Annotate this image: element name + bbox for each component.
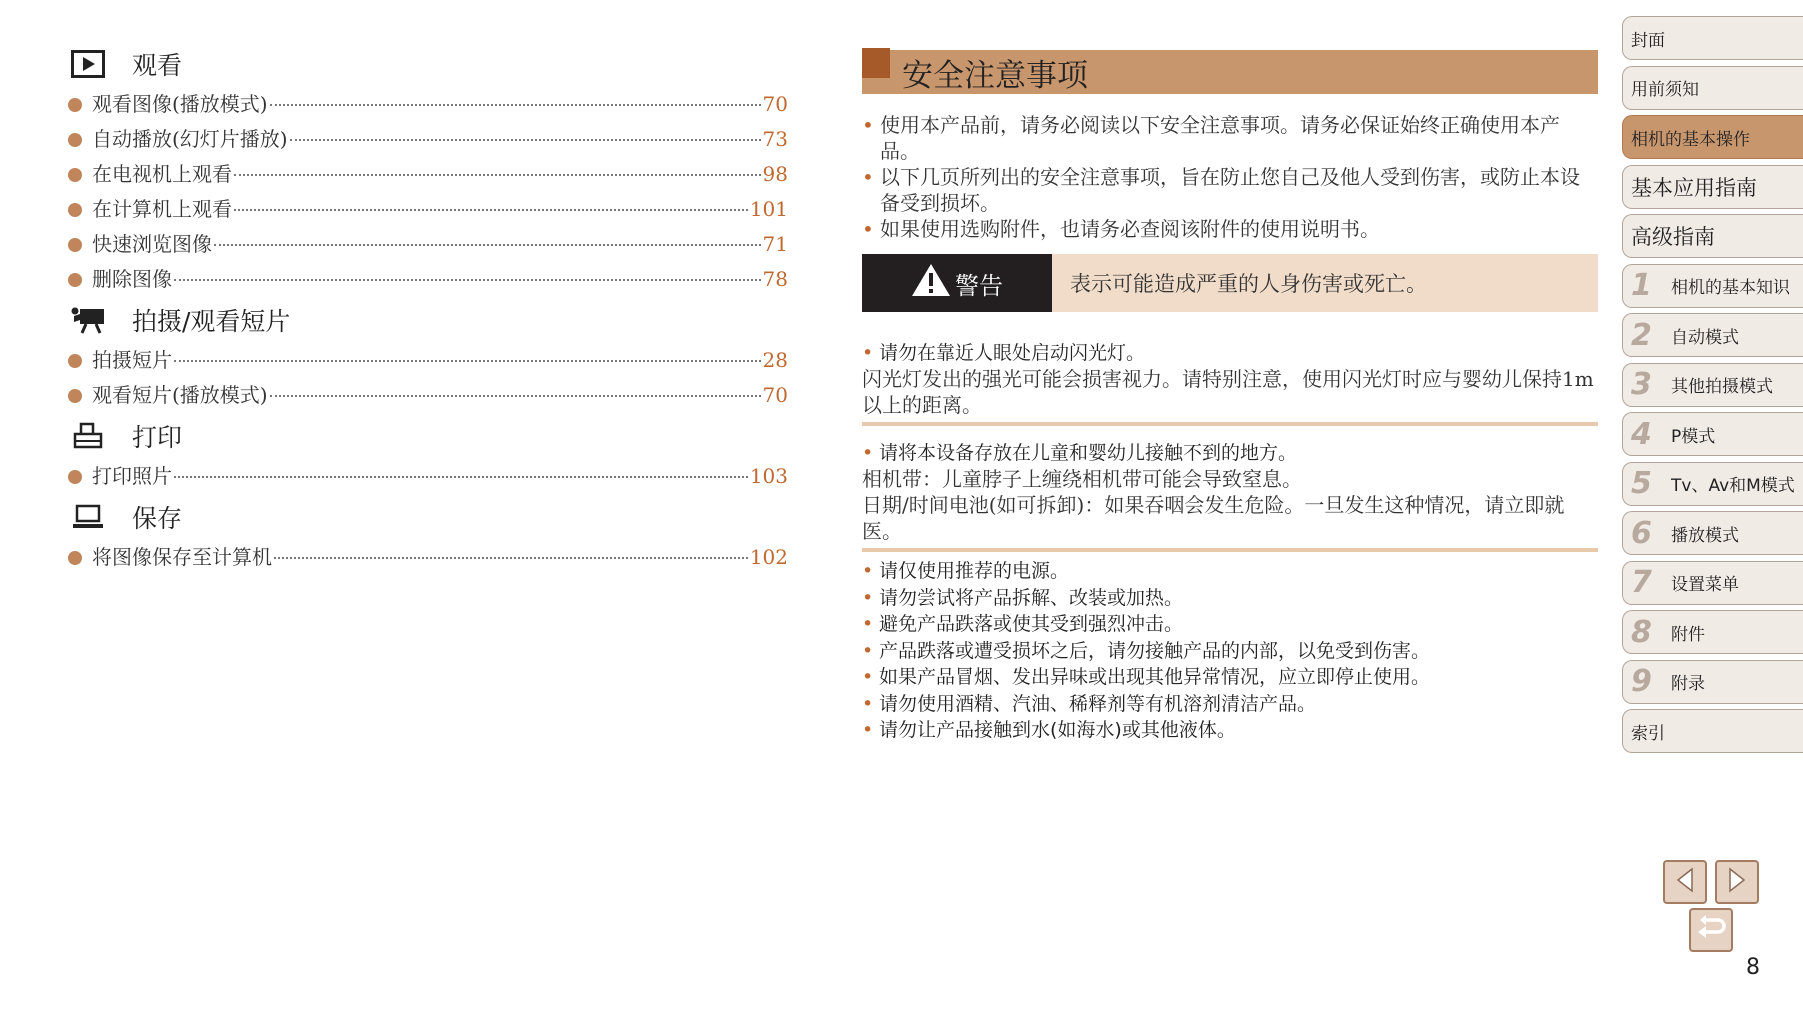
section-title-bar xyxy=(862,50,1598,94)
nav-tab-index[interactable] xyxy=(1622,709,1803,753)
nav-tab-label: 索引 xyxy=(1631,723,1665,744)
bullet-icon xyxy=(68,273,82,287)
warning-body: 闪光灯发出的强光可能会损害视力。请特别注意，使用闪光灯时应与婴幼儿保持1m以上的距离。 xyxy=(862,367,1594,417)
warning-body: 相机带：儿童脖子上缠绕相机带可能会导致窒息。 xyxy=(862,467,1302,491)
computer-icon xyxy=(68,501,108,533)
toc-link[interactable] xyxy=(68,228,788,263)
warning-block xyxy=(862,334,1598,426)
nav-tab-label: 附录 xyxy=(1671,674,1705,694)
bullet-icon xyxy=(68,389,82,403)
nav-tab-chapter-1[interactable] xyxy=(1622,264,1803,308)
toc-link-label: 在电视机上观看 xyxy=(92,162,232,186)
bullet-icon xyxy=(68,238,82,252)
toc-page-number[interactable]: 70 xyxy=(762,92,788,116)
nav-tab-basic-guide[interactable] xyxy=(1622,165,1803,209)
safety-column xyxy=(862,50,1598,744)
intro-list xyxy=(862,112,1598,242)
warning-triangle-icon xyxy=(911,263,955,303)
warning-description: 表示可能造成严重的人身伤害或死亡。 xyxy=(1052,254,1598,312)
nav-tab-chapter-3[interactable] xyxy=(1622,363,1803,407)
chapter-number: 8 xyxy=(1631,614,1652,650)
toc-link-label: 快速浏览图像 xyxy=(92,232,212,256)
list-item: • 请仅使用推荐的电源。 xyxy=(862,558,1598,585)
toc-link-label: 自动播放(幻灯片播放) xyxy=(92,127,288,151)
nav-tab-chapter-2[interactable] xyxy=(1622,313,1803,357)
nav-tab-chapter-5[interactable] xyxy=(1622,462,1803,506)
toc-section-print xyxy=(68,414,788,458)
toc-page-number[interactable]: 71 xyxy=(762,232,788,256)
chapter-number: 3 xyxy=(1631,367,1652,402)
warning-body: 日期/时间电池(如可拆卸)：如果吞咽会发生危险。一旦发生这种情况，请立即就医。 xyxy=(862,493,1565,543)
nav-tab-label: 附件 xyxy=(1671,624,1705,645)
list-item: • 避免产品跌落或使其受到强烈冲击。 xyxy=(862,611,1598,638)
nav-tab-label: 相机的基本知识 xyxy=(1671,278,1790,298)
leader-dots xyxy=(234,209,748,211)
toc-section-title: 拍摄/观看短片 xyxy=(132,307,291,336)
toc-link[interactable] xyxy=(68,88,788,123)
list-item: • 使用本产品前，请务必阅读以下安全注意事项。请务必保证始终正确使用本产品。 xyxy=(862,112,1598,164)
warning-list xyxy=(862,558,1598,744)
chapter-number: 1 xyxy=(1631,268,1652,303)
nav-tab-label: 封面 xyxy=(1631,30,1665,51)
previous-page-button[interactable] xyxy=(1663,860,1707,904)
chapter-number: 7 xyxy=(1631,565,1652,600)
toc-link[interactable] xyxy=(68,123,788,158)
toc-link-label: 观看图像(播放模式) xyxy=(92,92,268,116)
toc-page-number[interactable]: 101 xyxy=(749,197,788,221)
page-number: 8 xyxy=(1746,955,1760,980)
play-icon xyxy=(68,48,108,80)
leader-dots xyxy=(270,104,761,106)
toc-link[interactable] xyxy=(68,263,788,298)
nav-tab-label: 播放模式 xyxy=(1671,525,1739,546)
bullet-icon xyxy=(68,470,82,484)
list-item: • 请勿使用酒精、汽油、稀释剂等有机溶剂清洁产品。 xyxy=(862,691,1598,718)
return-arrow-icon xyxy=(1696,914,1726,946)
title-marker xyxy=(862,48,890,78)
bullet-icon xyxy=(68,203,82,217)
toc-link[interactable] xyxy=(68,379,788,414)
toc-section-title: 观看 xyxy=(132,51,183,80)
leader-dots xyxy=(270,395,761,397)
toc-link-label: 打印照片 xyxy=(92,464,172,488)
toc-link[interactable] xyxy=(68,344,788,379)
toc-page-number[interactable]: 102 xyxy=(749,545,788,569)
nav-tab-chapter-8[interactable] xyxy=(1622,610,1803,654)
leader-dots xyxy=(234,174,761,176)
nav-tab-label: 设置菜单 xyxy=(1671,575,1739,595)
toc-page-number[interactable]: 70 xyxy=(762,383,788,407)
toc-section-save xyxy=(68,495,788,539)
nav-tab-chapter-6[interactable] xyxy=(1622,511,1803,555)
toc-link-label: 将图像保存至计算机 xyxy=(92,545,272,569)
bullet-icon xyxy=(68,551,82,565)
arrow-left-icon xyxy=(1674,867,1696,897)
list-item: • 请勿让产品接触到水(如海水)或其他液体。 xyxy=(862,717,1598,744)
movie-camera-icon xyxy=(68,304,108,336)
toc-page-number[interactable]: 78 xyxy=(762,267,788,291)
nav-tab-before-use[interactable] xyxy=(1622,66,1803,110)
page-title: 安全注意事项 xyxy=(902,57,1088,94)
chapter-number: 2 xyxy=(1631,317,1652,353)
leader-dots xyxy=(174,279,761,281)
nav-tab-chapter-4[interactable] xyxy=(1622,412,1803,456)
chapter-number: 4 xyxy=(1631,416,1652,452)
list-item: • 如果产品冒烟、发出异味或出现其他异常情况，应立即停止使用。 xyxy=(862,664,1598,691)
list-item: • 请勿尝试将产品拆解、改装或加热。 xyxy=(862,585,1598,612)
toc-section-title: 打印 xyxy=(132,423,183,452)
toc-link-label: 在计算机上观看 xyxy=(92,197,232,221)
nav-tab-label: P模式 xyxy=(1671,426,1716,447)
warning-heading: • 请勿在靠近人眼处启动闪光灯。 xyxy=(862,340,1598,366)
nav-tab-label: Tv、Av和M模式 xyxy=(1671,476,1795,496)
warning-banner xyxy=(862,254,1598,312)
warning-heading: • 请将本设备存放在儿童和婴幼儿接触不到的地方。 xyxy=(862,440,1598,466)
toc-link-label: 拍摄短片 xyxy=(92,348,172,372)
nav-tab-chapter-9[interactable] xyxy=(1622,660,1803,704)
bullet-icon xyxy=(68,133,82,147)
leader-dots xyxy=(274,557,748,559)
nav-tab-label: 用前须知 xyxy=(1631,80,1699,100)
chapter-nav xyxy=(1622,16,1803,759)
warning-label xyxy=(862,254,1052,312)
nav-tab-cover[interactable] xyxy=(1622,16,1803,60)
toc-section-movie xyxy=(68,298,788,342)
nav-tab-label: 其他拍摄模式 xyxy=(1671,377,1773,397)
toc-link-label: 删除图像 xyxy=(92,267,172,291)
leader-dots xyxy=(214,244,761,246)
nav-tab-advanced-guide[interactable] xyxy=(1622,214,1803,258)
toc-page-number[interactable]: 28 xyxy=(762,348,788,372)
arrow-right-icon xyxy=(1726,867,1748,897)
toc-link[interactable] xyxy=(68,158,788,193)
toc-page-number[interactable]: 73 xyxy=(762,127,788,151)
nav-tab-label: 基本应用指南 xyxy=(1631,175,1757,200)
printer-icon xyxy=(68,420,108,452)
warning-label-text: 警告 xyxy=(955,271,1003,300)
chapter-number: 5 xyxy=(1631,466,1652,501)
list-item: • 以下几页所列出的安全注意事项，旨在防止您自己及他人受到伤害，或防止本设备受到损坏。 xyxy=(862,164,1598,216)
nav-tab-label: 自动模式 xyxy=(1671,327,1739,348)
leader-dots xyxy=(290,139,761,141)
toc-link[interactable] xyxy=(68,460,788,495)
toc-page-number[interactable]: 98 xyxy=(762,162,788,186)
bullet-icon xyxy=(68,98,82,112)
leader-dots xyxy=(174,476,748,478)
toc-link[interactable] xyxy=(68,541,788,576)
return-button[interactable] xyxy=(1689,908,1733,952)
list-item: • 如果使用选购附件，也请务必查阅该附件的使用说明书。 xyxy=(862,216,1598,242)
nav-tab-basic-operations[interactable] xyxy=(1622,115,1803,159)
nav-tab-label: 相机的基本操作 xyxy=(1631,129,1750,150)
list-item: • 产品跌落或遭受损坏之后，请勿接触产品的内部，以免受到伤害。 xyxy=(862,638,1598,665)
next-page-button[interactable] xyxy=(1715,860,1759,904)
leader-dots xyxy=(174,360,761,362)
chapter-number: 6 xyxy=(1631,515,1652,551)
toc-page-number[interactable]: 103 xyxy=(749,464,788,488)
bullet-icon xyxy=(68,168,82,182)
nav-tab-chapter-7[interactable] xyxy=(1622,561,1803,605)
toc-column xyxy=(68,42,788,576)
toc-link[interactable] xyxy=(68,193,788,228)
chapter-number: 9 xyxy=(1631,664,1652,699)
nav-tab-label: 高级指南 xyxy=(1631,225,1715,249)
toc-section-title: 保存 xyxy=(132,504,183,533)
toc-link-label: 观看短片(播放模式) xyxy=(92,383,268,407)
toc-section-view xyxy=(68,42,788,86)
bullet-icon xyxy=(68,354,82,368)
warning-block xyxy=(862,434,1598,552)
